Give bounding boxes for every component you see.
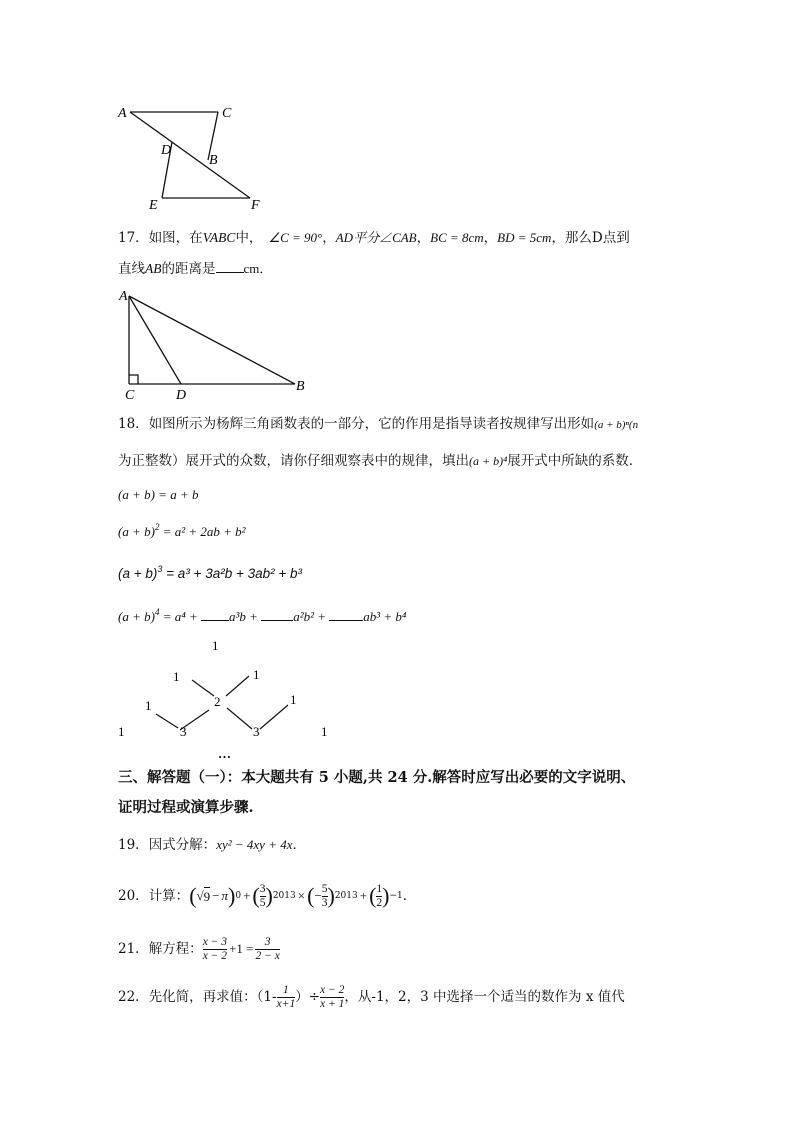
paren-open: ( bbox=[369, 883, 377, 908]
pi: π bbox=[221, 888, 229, 903]
q18-expr-fourth: (a + b)⁴ bbox=[469, 454, 508, 468]
q18-text: 为正整数）展开式的众数，请你仔细观察表中的规律，填出 bbox=[118, 453, 469, 469]
q18-expr-general: (a + b)ⁿ(n bbox=[594, 419, 639, 431]
q18-text: 如图所示为杨辉三角函数表的一部分，它的作用是指导读者按规律写出形如 bbox=[148, 416, 595, 432]
tri-r3-c1: 3 bbox=[180, 724, 187, 739]
q18-eq1: (a + b) = a + b bbox=[118, 487, 199, 502]
q19-end: ． bbox=[292, 837, 306, 853]
label-c: C bbox=[125, 388, 135, 403]
eq-lhs: (a + b) bbox=[118, 566, 158, 581]
sqrt-arg: 9 bbox=[203, 888, 211, 904]
minus: − bbox=[212, 888, 220, 903]
q20-end: ． bbox=[402, 888, 417, 904]
tri-line bbox=[192, 680, 214, 696]
num: 3 bbox=[259, 882, 266, 895]
den: x − 2 bbox=[202, 949, 228, 962]
q18-text: 展开式中所缺的系数． bbox=[507, 453, 643, 469]
num: 1 bbox=[376, 882, 383, 895]
den: 5 bbox=[259, 896, 266, 909]
q19 bbox=[118, 836, 306, 854]
paren-close: ) bbox=[265, 883, 273, 908]
eq-lhs: (a + b) bbox=[118, 524, 155, 539]
tri-r3-c2: 3 bbox=[253, 724, 260, 739]
q19-expr: xy² − 4xy + 4x bbox=[216, 837, 293, 852]
q22-div: ）÷ bbox=[295, 989, 321, 1005]
tri-r3-c3: 1 bbox=[321, 724, 328, 739]
q17-number: 17． bbox=[118, 230, 149, 246]
q18-line1 bbox=[118, 415, 638, 434]
q19-number: 19． bbox=[118, 837, 149, 853]
tri-r3-c0: 1 bbox=[118, 724, 125, 739]
paren-close: ) bbox=[382, 883, 390, 908]
q22-number: 22． bbox=[118, 989, 149, 1005]
label-b: B bbox=[209, 153, 218, 168]
q17-cond-bd: BD = 5cm bbox=[497, 230, 552, 245]
q22 bbox=[118, 978, 625, 1016]
q17-line2 bbox=[118, 260, 272, 278]
paren-close: ) bbox=[327, 883, 335, 908]
num: x − 2 bbox=[320, 983, 345, 996]
q17-cond-angle: ∠C = 90° bbox=[268, 230, 323, 245]
figure-q16 bbox=[110, 98, 280, 216]
q17-line1 bbox=[118, 229, 630, 247]
q22-tail: ，从-1，2，3 中选择一个适当的数作为 x 值代 bbox=[344, 989, 625, 1005]
blank-coef-3[interactable] bbox=[329, 620, 363, 621]
blank-coef-1[interactable] bbox=[201, 620, 229, 621]
q19-text: 因式分解： bbox=[148, 837, 217, 853]
blank-coef-2[interactable] bbox=[261, 620, 293, 621]
q18-eq4: $(a + b)^4 = a^4 + a^3b + a^2b^2 + ab^3 + b^4$ bbox=[118, 607, 407, 624]
eq-lhs: (a + b) bbox=[118, 609, 155, 624]
eq-part: a³b + bbox=[229, 609, 262, 624]
paren-open: ( bbox=[307, 883, 315, 908]
tri-r1-c1: 1 bbox=[253, 667, 260, 682]
den: 2 bbox=[376, 896, 383, 909]
eq-part: = a⁴ + bbox=[159, 609, 202, 624]
q21 bbox=[118, 930, 280, 968]
q17-triangle: VABC bbox=[202, 230, 236, 245]
sqrt-sign: √ bbox=[196, 888, 204, 903]
segment-af bbox=[130, 112, 250, 198]
num: 1 bbox=[283, 983, 289, 996]
q20-text: 计算： bbox=[148, 888, 190, 904]
q22-frac-1 bbox=[277, 984, 296, 1011]
q20-number: 20． bbox=[118, 888, 149, 904]
q18-number: 18． bbox=[118, 416, 149, 432]
q17-text: 的距离是 bbox=[161, 261, 216, 277]
tri-r0-c0: 1 bbox=[212, 638, 219, 653]
q17-sep: ， bbox=[483, 230, 498, 246]
eq-rhs: = a² + 2ab + b² bbox=[159, 524, 246, 539]
pascal-triangle bbox=[110, 632, 340, 762]
den: x + 1 bbox=[320, 997, 345, 1010]
times: × bbox=[297, 888, 306, 903]
q22-text: 先化简，再求值：（1- bbox=[148, 989, 277, 1005]
label-f: F bbox=[251, 198, 260, 213]
q17-text: ，那么D点到 bbox=[551, 230, 630, 246]
tri-line bbox=[156, 714, 178, 728]
den: x+1 bbox=[276, 997, 296, 1010]
q21-plus1: +1 = bbox=[229, 941, 254, 956]
figure-q17 bbox=[112, 286, 312, 404]
tri-line bbox=[226, 676, 249, 696]
label-e: E bbox=[149, 198, 158, 213]
tri-r2-c0: 1 bbox=[145, 698, 152, 713]
paren-open: ( bbox=[189, 883, 197, 908]
num: x − 3 bbox=[202, 935, 228, 948]
q17-text: 如图，在 bbox=[148, 230, 203, 246]
q21-lhs-frac bbox=[203, 936, 227, 963]
tri-line bbox=[260, 705, 288, 729]
eq-rhs: = a³ + 3a²b + 3ab² + b³ bbox=[162, 566, 303, 581]
eq-part: ab³ + b⁴ bbox=[363, 609, 407, 624]
q18-eq2: $(a + b)^2 = a^2 + 2ab + b^2$ bbox=[118, 522, 246, 539]
q18-eq3: $(a + b)^3 = a^3 + 3a^2b + 3ab^2 + b^3$ bbox=[118, 564, 303, 581]
den: 3 bbox=[321, 896, 328, 909]
q21-number: 21． bbox=[118, 941, 149, 957]
tri-r1-c0: 1 bbox=[173, 669, 180, 684]
q17-sep: ， bbox=[416, 230, 431, 246]
q17-sep: ， bbox=[322, 230, 336, 246]
plus: + bbox=[359, 888, 368, 903]
label-c: C bbox=[222, 106, 232, 121]
q18-line2 bbox=[118, 452, 642, 470]
label-d: D bbox=[161, 143, 172, 158]
num: 3 bbox=[264, 935, 271, 948]
tri-r2-c1: 2 bbox=[214, 694, 221, 709]
q21-rhs-frac bbox=[255, 936, 279, 963]
q20: 20． 计算： ( √ 9 − π ) 0 + ( $\frac{3}{5}$ ) 2013 × ( − $\frac{5}{3}$ ) 2013 + ( $\frac{1}{2}$ ) −1 ． bbox=[118, 882, 417, 909]
num: 5 bbox=[321, 882, 328, 895]
q22-frac-2 bbox=[320, 984, 344, 1011]
eq-part: a²b² + bbox=[293, 609, 330, 624]
q17-text: 中， bbox=[235, 230, 263, 246]
q17-answer-blank[interactable] bbox=[216, 272, 244, 273]
tri-line bbox=[227, 708, 252, 729]
tri-dots: … bbox=[218, 746, 231, 761]
q17-cond-bisector: AD平分∠CAB bbox=[335, 230, 417, 245]
q17-unit: cm． bbox=[243, 261, 273, 276]
den: 2 − x bbox=[255, 949, 280, 962]
minus: − bbox=[314, 888, 322, 903]
q21-text: 解方程： bbox=[148, 941, 203, 957]
q17-cond-bc: BC = 8cm bbox=[430, 230, 484, 245]
tri-r2-c2: 1 bbox=[290, 692, 297, 707]
right-angle-mark bbox=[129, 375, 138, 384]
label-a: A bbox=[119, 289, 128, 304]
q17-ab: AB bbox=[145, 261, 162, 276]
q17-text: 直线 bbox=[118, 261, 145, 277]
plus: + bbox=[243, 888, 251, 903]
paren-open: ( bbox=[252, 883, 260, 908]
paren-close: ) bbox=[228, 883, 236, 908]
section-3-heading: 三、解答题（一）：本大题共有 5 小题,共 24 分.解答时应写出必要的文字说明、 bbox=[118, 769, 636, 786]
section-3-heading-cont: 证明过程或演算步骤. bbox=[118, 799, 254, 816]
label-a: A bbox=[118, 106, 127, 121]
label-b: B bbox=[296, 379, 305, 394]
segment-ab bbox=[129, 296, 295, 384]
label-d: D bbox=[176, 388, 187, 403]
